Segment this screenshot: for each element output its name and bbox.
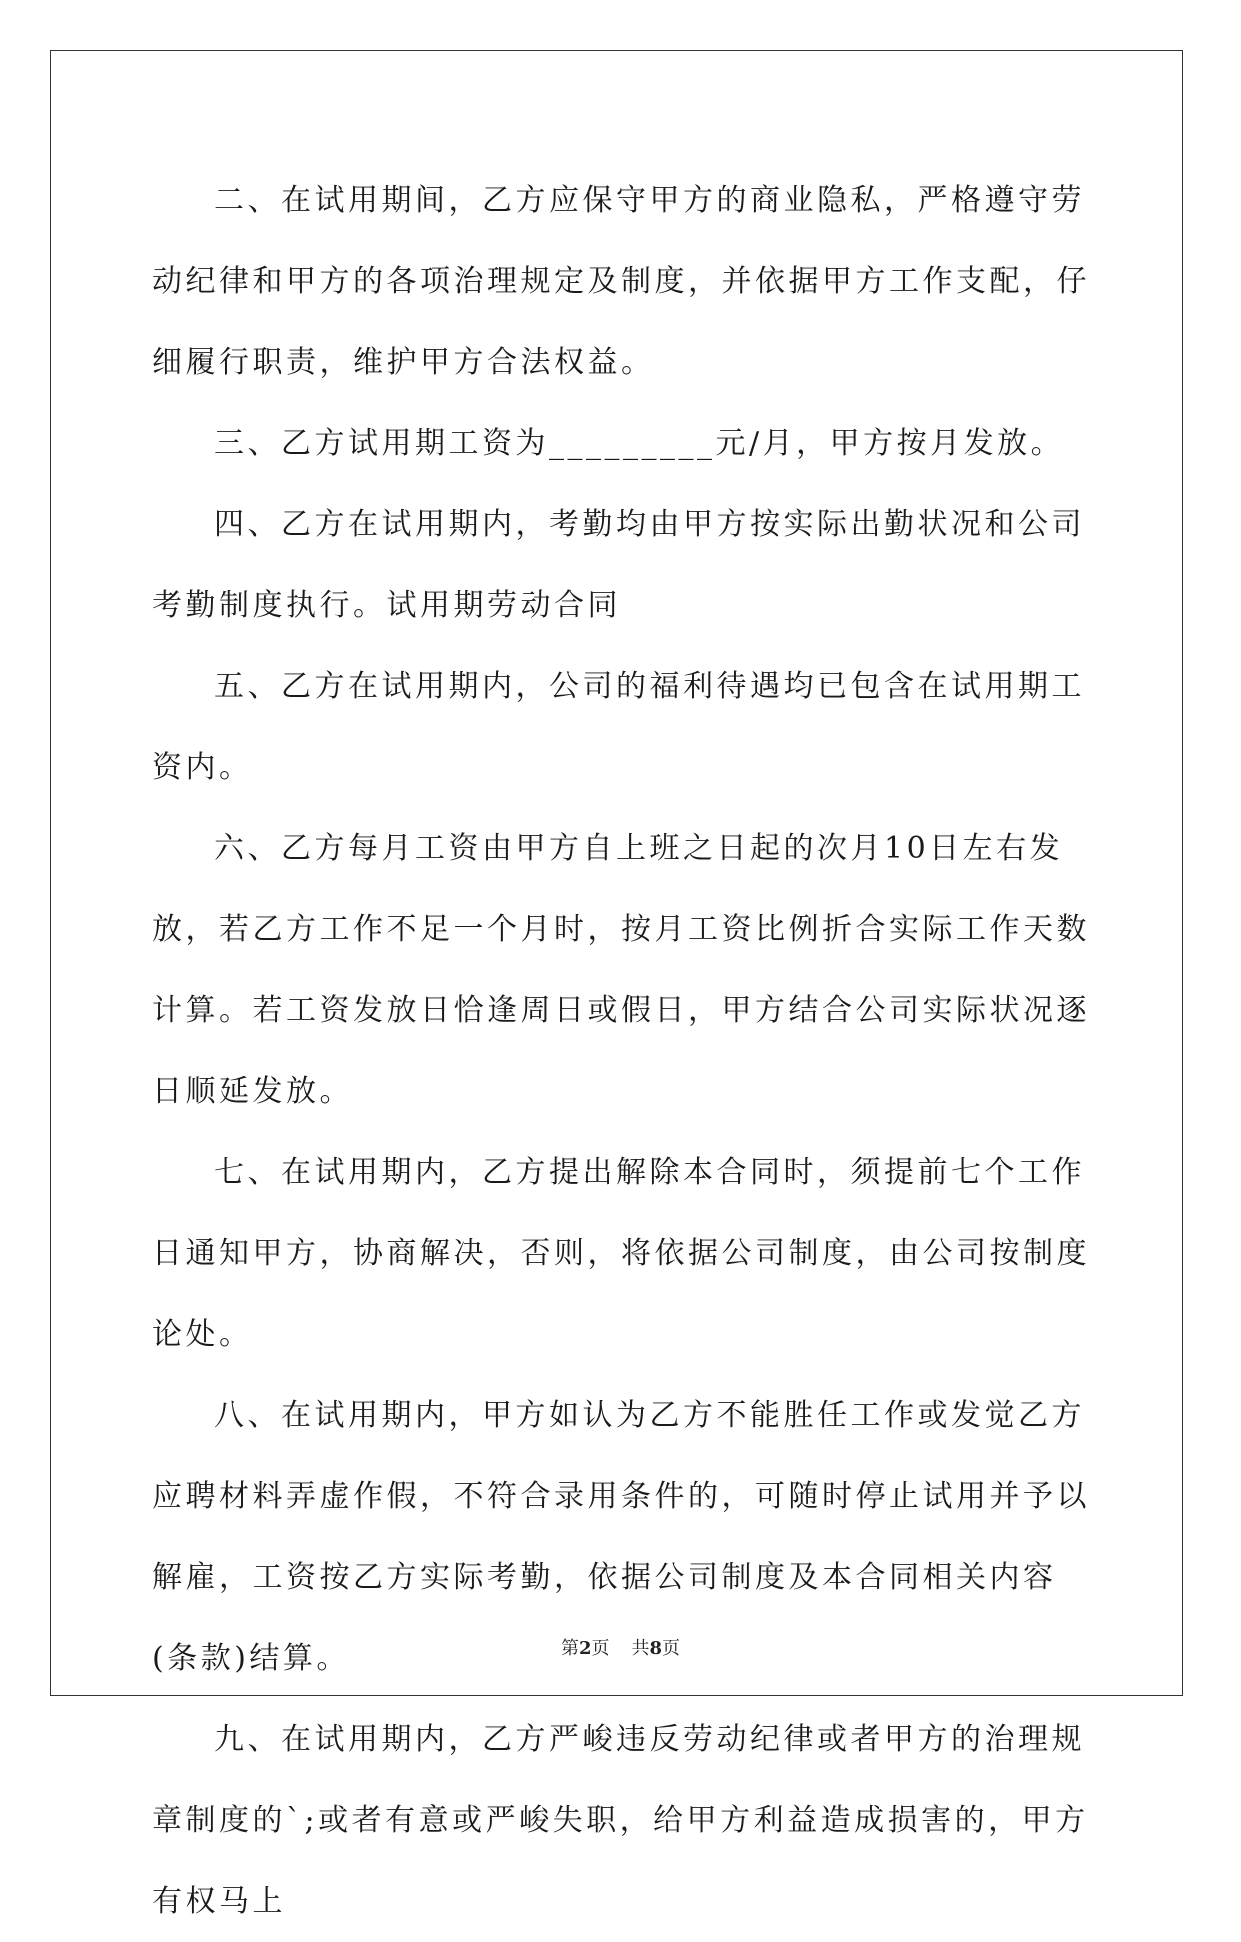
- page-current: 2: [578, 1638, 592, 1659]
- page-total: 8: [649, 1638, 663, 1659]
- total-unit: 页: [662, 1638, 681, 1659]
- total-prefix: 共: [631, 1638, 650, 1659]
- page-footer: [0, 1634, 1241, 1660]
- clause-6: 六、乙方每月工资由甲方自上班之日起的次月10日左右发放，若乙方工作不足一个月时，按月工资比例折合实际工作天数计算。若工资发放日恰逢周日或假日，甲方结合公司实际状况逐日顺延发放。: [152, 831, 1090, 1109]
- page-unit: 页: [591, 1638, 610, 1659]
- clause-9: 九、在试用期内，乙方严峻违反劳动纪律或者甲方的治理规章制度的`;或者有意或严峻失职，给甲方利益造成损害的，甲方有权马上: [152, 1722, 1089, 1919]
- clause-3: 三、乙方试用期工资为_________元/月，甲方按月发放。: [214, 426, 1065, 461]
- clause-8: 八、在试用期内，甲方如认为乙方不能胜任工作或发觉乙方应聘材料弄虚作假，不符合录用条件的，可随时停止试用并予以解雇，工资按乙方实际考勤，依据公司制度及本合同相关内容(条款)结算。: [152, 1398, 1090, 1676]
- clause-5: 五、乙方在试用期内，公司的福利待遇均已包含在试用期工资内。: [152, 669, 1085, 785]
- clause-7: 七、在试用期内，乙方提出解除本合同时，须提前七个工作日通知甲方，协商解决，否则，将依据公司制度，由公司按制度论处。: [152, 1155, 1090, 1352]
- clause-4: 四、乙方在试用期内，考勤均由甲方按实际出勤状况和公司考勤制度执行。试用期劳动合同: [152, 507, 1085, 623]
- page-prefix: 第: [560, 1638, 579, 1659]
- clause-2: 二、在试用期间，乙方应保守甲方的商业隐私，严格遵守劳动纪律和甲方的各项治理规定及制度，并依据甲方工作支配，仔细履行职责，维护甲方合法权益。: [152, 183, 1090, 380]
- document-body: [152, 160, 1092, 1942]
